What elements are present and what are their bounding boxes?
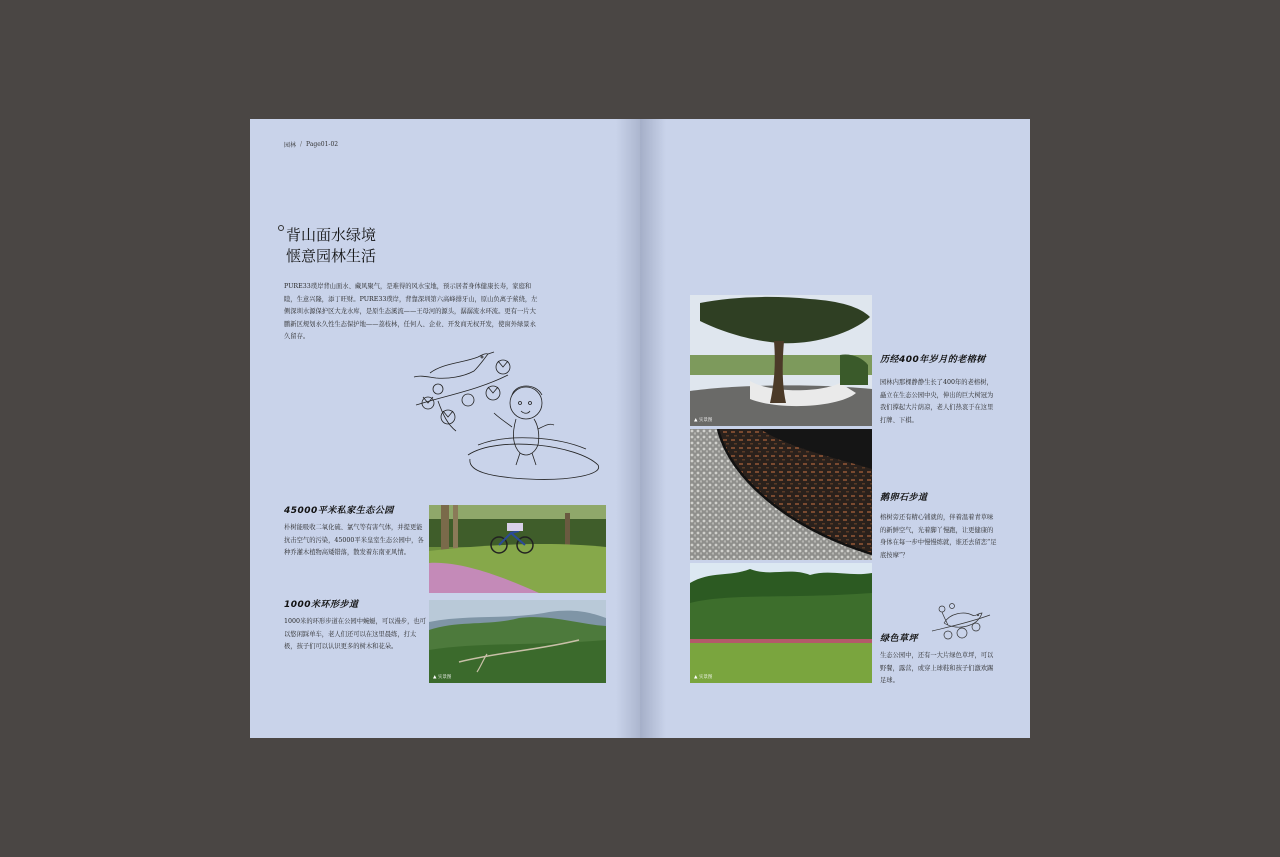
section-text-ecopark: 朴树能吸收二氧化硫、氯气等有害气体，并提更能抗击空气的污染，45000平米皇室生态公园中，各种乔灌木植物高矮错落，散发着东南亚风情。 bbox=[284, 524, 424, 556]
section-text-trail: 1000米的环形步道在公园中蜿蜒，可以漫步，也可以悠闲踩单车，老人们还可以在这里晨练，打太极，孩子们可以认识更多的树木和花朵。 bbox=[284, 618, 426, 650]
section-title-ecopark: 45000平米私家生态公园 bbox=[284, 506, 394, 516]
section-title-pebble: 鹅卵石步道 bbox=[880, 493, 928, 503]
section-title-banyan: 历经400年岁月的老榕树 bbox=[880, 355, 986, 365]
header-page-number: Page01-02 bbox=[306, 141, 339, 148]
title-dot-icon bbox=[278, 225, 284, 231]
title-line-1: 背山面水绿境 bbox=[286, 226, 377, 244]
photo-park-bicycle bbox=[429, 505, 606, 593]
photo-hills-trail bbox=[429, 600, 606, 683]
photo-pebble-path bbox=[690, 429, 872, 560]
left-page bbox=[250, 119, 640, 738]
photo-banyan-tree bbox=[690, 295, 872, 426]
page-header bbox=[284, 140, 338, 149]
page-title bbox=[286, 225, 376, 267]
brochure-spread bbox=[250, 119, 1030, 738]
photo-green-lawn bbox=[690, 563, 872, 683]
caption-lawn: ▲ 实景图 bbox=[694, 675, 713, 680]
title-line-2: 惬意园林生活 bbox=[286, 247, 377, 265]
section-title-lawn: 绿色草坪 bbox=[880, 634, 919, 644]
small-bird-illustration bbox=[928, 601, 996, 647]
header-separator: / bbox=[300, 141, 303, 148]
intro-paragraph: PURE33璞岸背山面水、藏风聚气，是难得的风水宝地，预示居者身体健康长寿，家庭和睦，生意兴隆，添丁旺财。PURE33璞岸，背靠深圳第六高峰排牙山，原山负离子萦绕，左侧深圳水源保护区大龙水库，是原生态溪流——王母河的源头，潺潺流水环流。更有一片大鹏新区规划永久性生态保护地——荔枝林，任何人、企业、开发商无权开发，使窗外绿景永久留存。 bbox=[284, 283, 538, 340]
section-text-pebble: 榕树旁还有精心铺就的，伴着温着青草味的新鲜空气，光着脚丫慢跑，让更健康的身体在每一步中慢慢练就，谁还去留恋“足底按摩”？ bbox=[880, 514, 997, 559]
header-section: 园林 bbox=[284, 142, 297, 149]
gutter-shadow bbox=[616, 119, 640, 738]
caption-banyan: ▲ 实景图 bbox=[694, 418, 713, 423]
caption-hills: ▲ 实景图 bbox=[433, 675, 452, 680]
section-text-banyan: 园林内那棵静静生长了400年的老榕树，矗立在生态公园中央，伸出的巨大树冠为我们撑起大片荫凉，老人们热衷于在这里打牌、下棋。 bbox=[880, 379, 994, 424]
section-text-lawn: 生态公园中，还有一大片绿色草坪，可以野餐，露营，或穿上球鞋和孩子们激欢踢足球。 bbox=[880, 652, 994, 684]
right-page bbox=[640, 119, 1030, 738]
bird-child-illustration bbox=[408, 345, 608, 503]
gutter-shadow bbox=[640, 119, 666, 738]
section-title-trail: 1000米环形步道 bbox=[284, 600, 359, 610]
